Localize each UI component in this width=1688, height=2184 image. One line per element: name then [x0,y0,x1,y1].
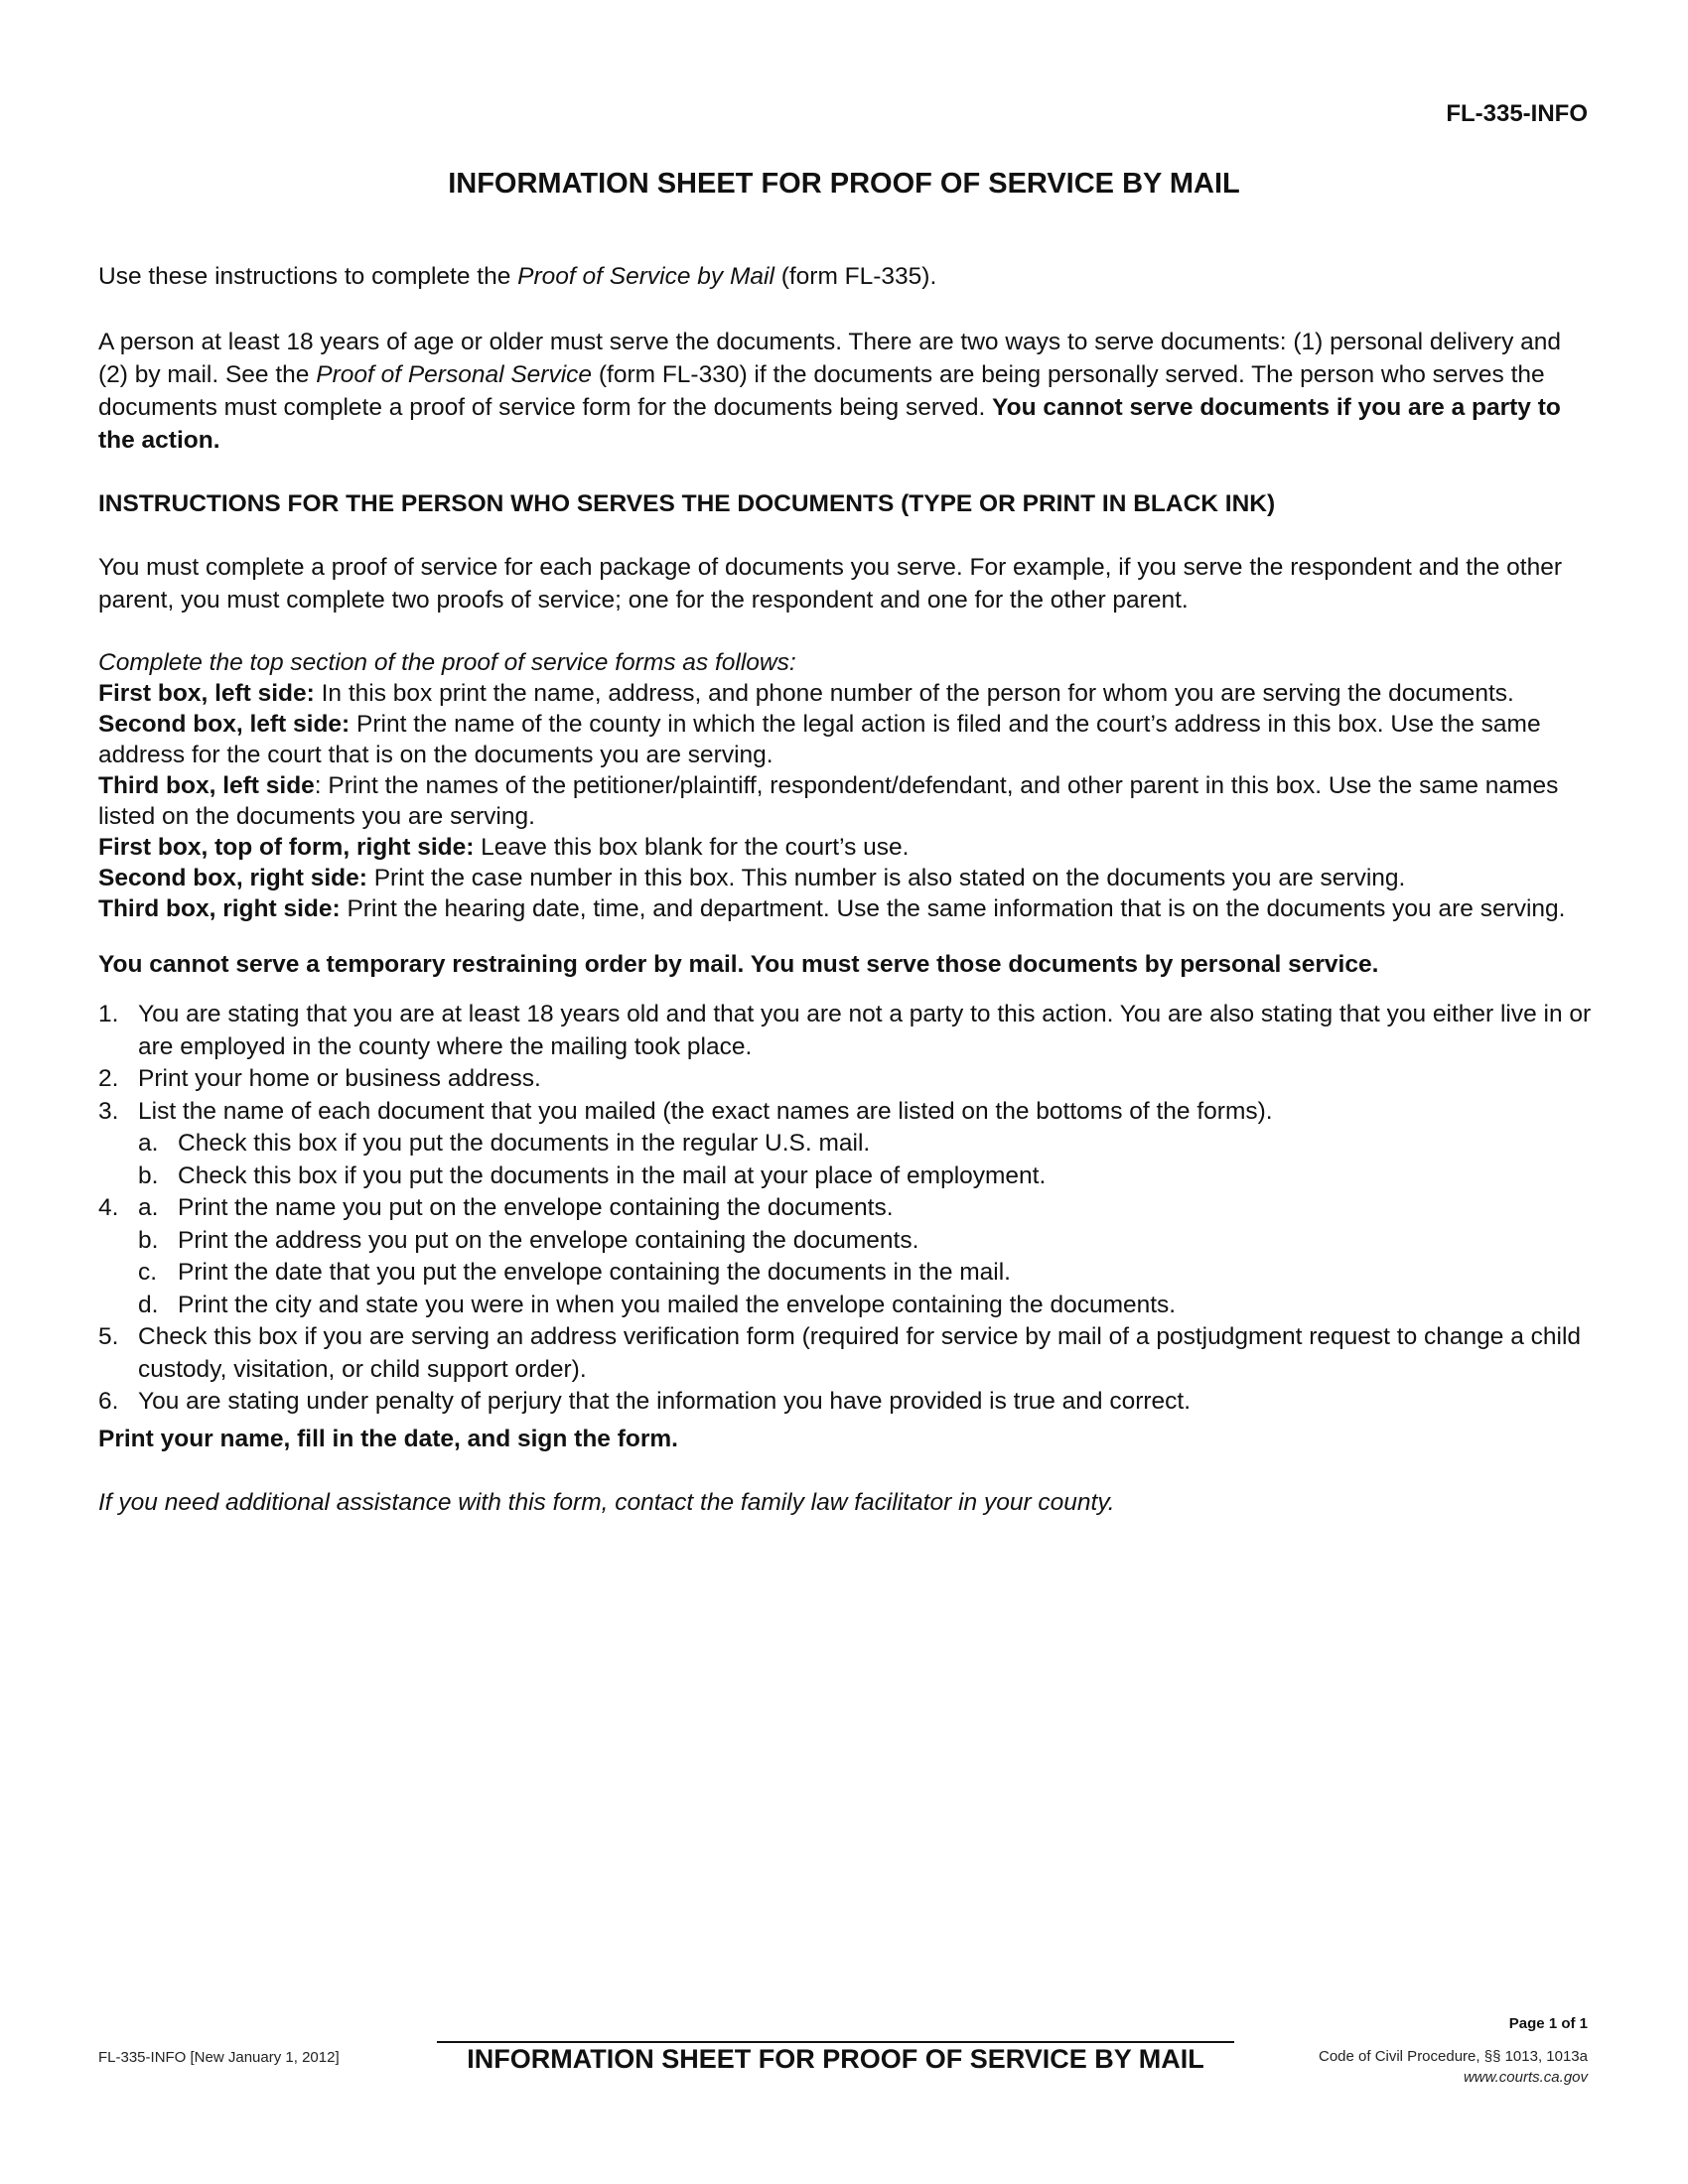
item-number: 5. [98,1323,119,1350]
service-warning: You cannot serve documents if you are a party to the action. [98,394,1561,454]
box-text: : Print the names of the petitioner/plaintiff, respondent/defendant, and other parent in this box. Use the same names listed on the documents you are serving. [98,772,1559,830]
box-label: Second box, right side: [98,865,367,891]
box-label: Second box, left side: [98,711,351,738]
footer-form-revision: FL-335-INFO [New January 1, 2012] [98,2049,340,2066]
subitem-letter: b. [138,1161,159,1189]
service-text-2: (form FL-330) if the documents are being personally served. The person who serves the documents must complete a proof of service form for the documents being served. [98,361,1545,421]
list-item [98,1063,1592,1096]
intro-text-end: (form FL-335). [774,263,937,290]
list-item [98,1321,1592,1386]
service-paragraph [98,326,1592,457]
box-instruction [98,832,1592,863]
subitem-letter: a. [138,1194,159,1221]
list-subitem [98,1257,1592,1290]
page-title: INFORMATION SHEET FOR PROOF OF SERVICE BY MAIL [448,168,1240,200]
tro-warning: You cannot serve a temporary restraining order by mail. You must serve those documents by personal service. [98,951,1379,978]
box-instruction [98,770,1592,832]
final-instruction: Print your name, fill in the date, and sign the form. [98,1425,678,1452]
subitem-text: Print the city and state you were in when you mailed the envelope containing the documents. [178,1291,1177,1318]
form-number: FL-335-INFO [1446,100,1588,127]
subitem-letter: d. [138,1291,159,1318]
box-label: First box, top of form, right side: [98,834,475,861]
packages-paragraph: You must complete a proof of service for each package of documents you serve. For example, if you serve the respondent and the other parent, you must complete two proofs of service; one for the respondent and one for the other parent. [98,554,1563,614]
subitem-text: Check this box if you put the documents in the mail at your place of employment. [178,1161,1047,1189]
box-instruction [98,709,1592,770]
item-text: Check this box if you are serving an address verification form (required for service by mail of a postjudgment request to change a child custody, visitation, or child support order). [138,1323,1582,1383]
item-text: List the name of each document that you mailed (the exact names are listed on the bottoms of the forms). [138,1097,1273,1125]
footer-url[interactable]: www.courts.ca.gov [1463,2069,1588,2086]
box-label: Third box, right side: [98,895,341,922]
item-number: 6. [98,1388,119,1415]
intro-paragraph [98,260,1592,293]
item-number: 1. [98,1001,119,1027]
item-text: Print your home or business address. [138,1065,541,1092]
list-subitem [98,1290,1592,1322]
item-number: 4. [98,1194,119,1221]
item-text: You are stating under penalty of perjury that the information you have provided is true and correct. [138,1388,1192,1415]
box-text: Print the hearing date, time, and department. Use the same information that is on the documents you are serving. [340,895,1566,922]
item-number: 3. [98,1097,119,1125]
box-instruction [98,678,1592,709]
top-section-intro: Complete the top section of the proof of service forms as follows: [98,649,796,676]
list-subitem [98,1128,1592,1160]
subitem-letter: b. [138,1226,159,1254]
assistance-note: If you need additional assistance with this form, contact the family law facilitator in your county. [98,1488,1115,1516]
page-number: Page 1 of 1 [1508,2015,1588,2032]
box-instruction [98,893,1592,924]
box-text: Leave this box blank for the court’s use. [474,834,910,861]
box-text: Print the name of the county in which the legal action is filed and the court’s address in this box. Use the same address for the court that is on the documents you are serving. [98,711,1541,768]
footer-title: INFORMATION SHEET FOR PROOF OF SERVICE BY MAIL [467,2044,1204,2074]
document-body [98,260,1592,1519]
intro-text: Use these instructions to complete the [98,263,518,290]
item-text: You are stating that you are at least 18 years old and that you are not a party to this action. You are also stating that you either live in or are employed in the county where the mailing took place. [138,1001,1592,1060]
service-text-1: A person at least 18 years of age or older must serve the documents. There are two ways to serve documents: (1) personal delivery and (2) by mail. See the [98,329,1562,388]
footer-code: Code of Civil Procedure, §§ 1013, 1013a [1318,2048,1588,2065]
instructions-heading: INSTRUCTIONS FOR THE PERSON WHO SERVES THE DOCUMENTS (TYPE OR PRINT IN BLACK INK) [98,490,1276,517]
box-text: In this box print the name, address, and phone number of the person for whom you are serving the documents. [314,680,1514,707]
numbered-instructions [98,999,1592,1419]
subitem-letter: a. [138,1130,159,1157]
list-subitem [98,1225,1592,1258]
subitem-text: Print the date that you put the envelope containing the documents in the mail. [178,1259,1011,1286]
subitem-text: Print the name you put on the envelope containing the documents. [178,1194,894,1221]
footer-divider [437,2041,1234,2043]
box-label: Third box, left side [98,772,315,799]
intro-form-name: Proof of Service by Mail [517,263,774,290]
list-subitem [98,1160,1592,1193]
box-label: First box, left side: [98,680,315,707]
subitem-letter: c. [138,1259,158,1286]
list-item [98,1096,1592,1129]
subitem-text: Print the address you put on the envelope containing the documents. [178,1226,919,1254]
list-subitem [98,1192,1592,1225]
top-section-instructions [98,647,1592,924]
item-number: 2. [98,1065,119,1092]
box-instruction [98,863,1592,893]
list-item [98,1386,1592,1419]
footer-citation [1319,2046,1588,2088]
box-text: Print the case number in this box. This number is also stated on the documents you are serving. [366,865,1406,891]
subitem-text: Check this box if you put the documents in the regular U.S. mail. [178,1130,871,1157]
service-form-name: Proof of Personal Service [316,361,593,388]
list-item [98,999,1592,1063]
